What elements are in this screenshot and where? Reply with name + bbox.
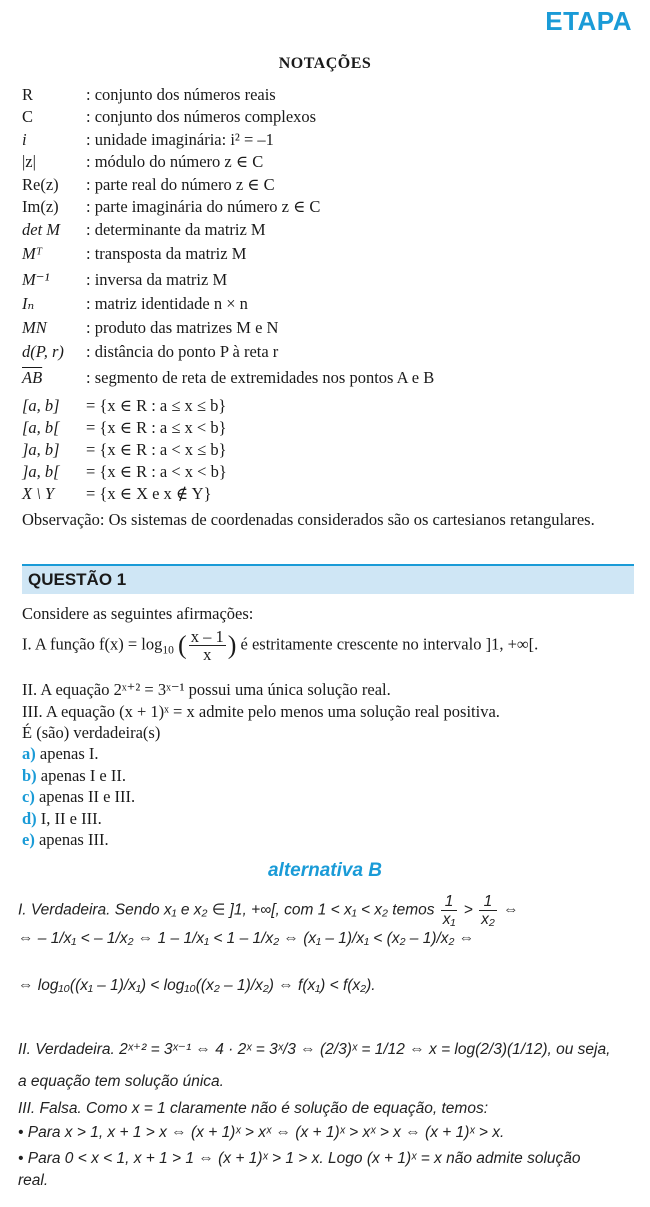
statement-3: III. A equação (x + 1)ˣ = x admite pelo menos uma solução real positiva. bbox=[22, 702, 500, 721]
notation-symbol: X \ Y bbox=[22, 484, 55, 503]
option-b bbox=[22, 766, 126, 786]
option-letter: b) bbox=[22, 765, 37, 785]
notation-symbol: |z| bbox=[22, 152, 36, 171]
etapa-logo: ETAPA bbox=[545, 6, 632, 36]
notation-description: : segmento de reta de extremidades nos pontos A e B bbox=[86, 368, 435, 387]
solution-line-9: real. bbox=[18, 1172, 49, 1189]
notation-description: : conjunto dos números reais bbox=[86, 85, 276, 104]
solution-line-4: II. Verdadeira. 2ˣ⁺² = 3ˣ⁻¹ ⇔ 4 · 2ˣ = 3ˣ/3 ⇔ (2/3)ˣ = 1/12 ⇔ x = log(2/3)(1/12), ou seja, bbox=[18, 1041, 611, 1058]
notation-description: : parte imaginária do número z ∈ C bbox=[86, 197, 321, 216]
option-text: apenas I e II. bbox=[36, 765, 126, 785]
statement-1-num: x – 1 bbox=[190, 627, 224, 646]
notation-description: : módulo do número z ∈ C bbox=[86, 152, 264, 171]
solution-line-3: ⇔ log₁₀((x₁ – 1)/x₁) < log₁₀((x₂ – 1)/x₂) ⇔ f(x₁) < f(x₂). bbox=[18, 977, 376, 994]
notation-description: : conjunto dos números complexos bbox=[86, 107, 317, 126]
notation-description: : distância do ponto P à reta r bbox=[86, 342, 279, 361]
option-c bbox=[22, 787, 135, 807]
notation-symbol: ]a, b] bbox=[22, 440, 60, 459]
notation-description: : inversa da matriz M bbox=[86, 270, 228, 289]
notation-description: : transposta da matriz M bbox=[86, 244, 247, 263]
notation-description: : determinante da matriz M bbox=[86, 220, 266, 239]
solution-line-2: ⇔ – 1/x₁ < – 1/x₂ ⇔ 1 – 1/x₁ < 1 – 1/x₂ ⇔ (x₁ – 1)/x₁ < (x₂ – 1)/x₂ ⇔ bbox=[18, 930, 475, 947]
notation-description: = {x ∈ R : a < x ≤ b} bbox=[86, 440, 227, 459]
option-letter: a) bbox=[22, 744, 36, 763]
question-header-label: QUESTÃO 1 bbox=[28, 570, 127, 589]
solution-line-7: • Para x > 1, x + 1 > x ⇔ (x + 1)ˣ > xˣ ⇔ (x + 1)ˣ > xˣ > x ⇔ (x + 1)ˣ > x. bbox=[18, 1124, 505, 1141]
question-ask: É (são) verdadeira(s) bbox=[22, 723, 161, 742]
statement-1-pre: I. A função f(x) = log bbox=[22, 634, 163, 654]
notation-symbol: [a, b[ bbox=[22, 418, 60, 437]
statement-1: I. A função $f(x) = \log_{10}$ ( $\frac{x - 1}{x}$ ) é estritamente crescente no intervalo ]1, +∞[. bbox=[22, 627, 539, 664]
option-text: I, II e III. bbox=[36, 808, 102, 828]
notation-symbol: MN bbox=[22, 318, 47, 337]
observation-text: Observação: Os sistemas de coordenadas considerados são os cartesianos retangulares. bbox=[22, 510, 595, 529]
notation-symbol: Iₙ bbox=[22, 294, 35, 313]
notation-symbol: M⁻¹ bbox=[22, 270, 50, 289]
notation-symbol: d(P, r) bbox=[22, 342, 64, 361]
option-letter: c) bbox=[22, 787, 35, 806]
notation-symbol: Im(z) bbox=[22, 197, 59, 216]
option-letter: e) bbox=[22, 830, 35, 849]
notation-symbol: Re(z) bbox=[22, 175, 59, 194]
question-intro: Considere as seguintes afirmações: bbox=[22, 604, 254, 623]
notation-symbol: ]a, b[ bbox=[22, 462, 60, 481]
page-title: NOTAÇÕES bbox=[278, 55, 372, 72]
statement-2: II. A equação 2ˣ⁺² = 3ˣ⁻¹ possui uma única solução real. bbox=[22, 680, 391, 699]
notation-description: = {x ∈ R : a < x < b} bbox=[86, 462, 227, 481]
option-text: apenas III. bbox=[34, 830, 109, 849]
answer-title: alternativa B bbox=[267, 860, 383, 881]
option-letter: d) bbox=[22, 808, 37, 828]
notation-description: : unidade imaginária: i² = –1 bbox=[86, 130, 274, 149]
solution-line-6: III. Falsa. Como x = 1 claramente não é solução de equação, temos: bbox=[18, 1100, 488, 1117]
solution-line-1: I. Verdadeira. Sendo x₁ e x₂ ∈ ]1, +∞[, com 1 < x₁ < x₂ temos $\frac{1}{\text{x₁}}$ > $\frac{1}{\text{x₂}}$ ⇔ bbox=[18, 893, 519, 928]
notation-description: : parte real do número z ∈ C bbox=[86, 175, 275, 194]
notation-symbol: det M bbox=[22, 220, 61, 239]
notation-description: : produto das matrizes M e N bbox=[86, 318, 279, 337]
statement-1-den: x bbox=[203, 645, 212, 664]
option-d bbox=[22, 809, 102, 829]
notation-description: : matriz identidade n × n bbox=[86, 294, 248, 313]
option-text: apenas II e III. bbox=[34, 787, 136, 806]
notation-description: = {x ∈ R : a ≤ x < b} bbox=[86, 418, 227, 437]
statement-1-base: 10 bbox=[162, 644, 174, 657]
notation-description: = {x ∈ R : a ≤ x ≤ b} bbox=[86, 396, 227, 415]
solution-line-8: • Para 0 < x < 1, x + 1 > 1 ⇔ (x + 1)ˣ > 1 > x. Logo (x + 1)ˣ = x não admite solução bbox=[18, 1150, 581, 1167]
option-text: apenas I. bbox=[35, 744, 99, 763]
statement-1-post: é estritamente crescente no intervalo ]1, +∞[. bbox=[240, 634, 539, 654]
option-e bbox=[22, 830, 109, 850]
notation-symbol: i bbox=[22, 130, 27, 149]
option-a bbox=[22, 744, 99, 764]
notation-description: = {x ∈ X e x ∉ Y} bbox=[86, 484, 212, 503]
notation-symbol: [a, b] bbox=[22, 396, 60, 415]
notation-symbol: C bbox=[22, 107, 34, 126]
notation-symbol: $\overline{AB}$ bbox=[22, 368, 43, 387]
solution-line-1-text: I. Verdadeira. Sendo x₁ e x₂ ∈ ]1, +∞[, com 1 < x₁ < x₂ temos bbox=[18, 901, 435, 919]
question-header bbox=[22, 564, 634, 594]
solution-line-5: a equação tem solução única. bbox=[18, 1073, 224, 1090]
notation-symbol: Mᵀ bbox=[22, 244, 43, 263]
notation-symbol: R bbox=[22, 85, 34, 104]
